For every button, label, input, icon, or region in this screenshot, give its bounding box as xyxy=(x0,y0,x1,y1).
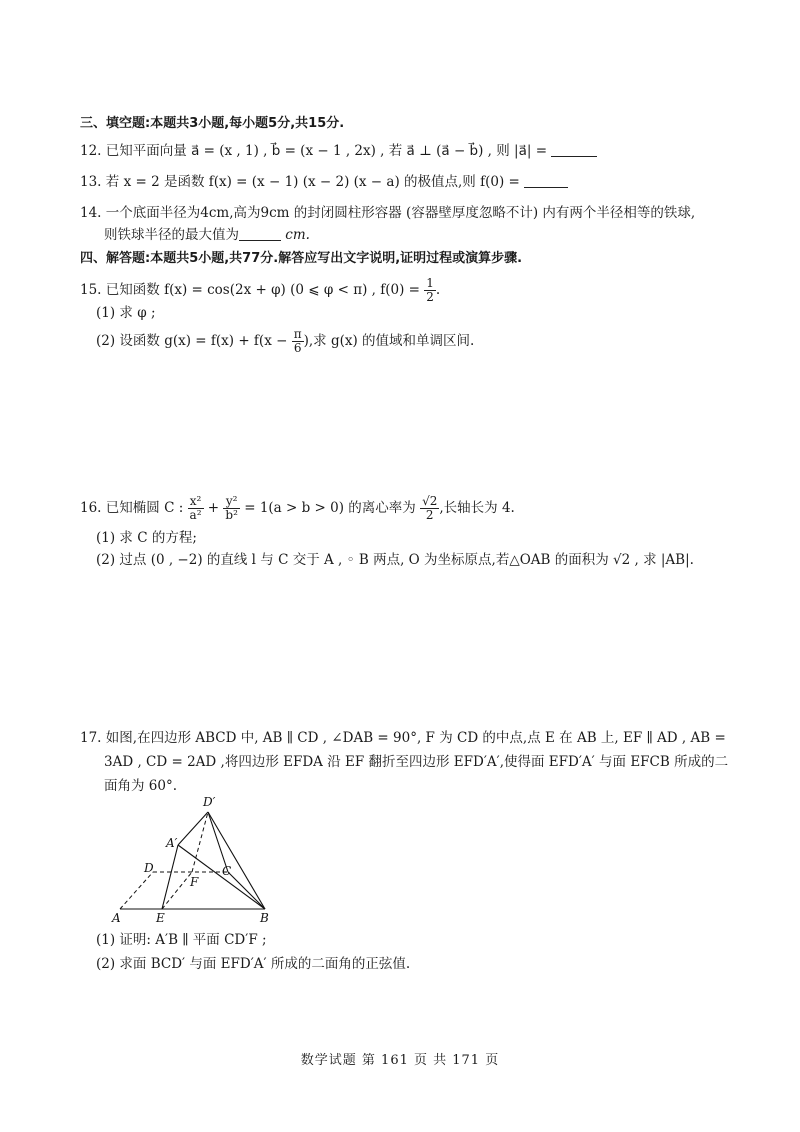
q13-number: 13. xyxy=(80,174,102,190)
q16-number: 16. xyxy=(80,500,102,516)
q15-frac-num: 1 xyxy=(426,276,434,290)
q17-part2: (2) 求面 BCD′ 与面 EFD′A′ 所成的二面角的正弦值. xyxy=(96,956,411,972)
q15-stem-end: . xyxy=(435,282,441,298)
q13-answer-blank xyxy=(524,175,568,188)
q13-text: 若 x = 2 是函数 f(x) = (x − 1) (x − 2) (x − a) 的极值点,则 f(0) = xyxy=(105,174,525,190)
edge-AD-dashed xyxy=(120,872,153,909)
question-14-line2 xyxy=(104,226,310,244)
q17-text-line2: 3AD , CD = 2AD ,将四边形 EFDA 沿 EF 翻折至四边形 EFD′A′,使得面 EFD′A′ 与面 EFCB 所成的二 xyxy=(104,754,729,770)
question-14-line1 xyxy=(80,204,695,222)
question-15-stem xyxy=(80,276,440,304)
q15-part2-text-a: (2) 设函数 g(x) = f(x) + f(x − xyxy=(96,333,292,349)
q14-text-line2: 则铁球半径的最大值为 xyxy=(104,227,239,243)
q12-number: 12. xyxy=(80,143,102,159)
q17-part1: (1) 证明: A′B ∥ 平面 CD′F ; xyxy=(96,932,267,948)
label-E: E xyxy=(156,911,165,925)
q16-stem-b: = 1(a > b > 0) 的离心率为 xyxy=(239,500,421,516)
q16-frac-y-den: b² xyxy=(225,508,238,522)
label-B: B xyxy=(260,911,269,925)
section3-heading: 三、填空题:本题共3小题,每小题5分,共15分. xyxy=(80,116,345,131)
q15-frac-den: 2 xyxy=(426,290,434,304)
q12-answer-blank xyxy=(551,144,597,157)
question-12 xyxy=(80,142,597,160)
edge-D1B xyxy=(208,812,265,909)
q16-frac-x-den: a² xyxy=(189,508,202,522)
label-D-prime: D′ xyxy=(203,795,216,809)
q17-geometry-figure xyxy=(100,792,300,932)
q16-fraction-x xyxy=(188,495,204,522)
q14-number: 14. xyxy=(80,205,102,221)
q14-text-line1: 一个底面半径为4cm,高为9cm 的封闭圆柱形容器 (容器壁厚度忽略不计) 内有两个半径相等的铁球, xyxy=(105,205,696,221)
q16-fraction-y xyxy=(223,495,240,522)
q15-part1: (1) 求 φ ; xyxy=(96,305,156,321)
q17-text-line3: 面角为 60°. xyxy=(104,778,178,794)
label-A: A xyxy=(112,911,121,925)
q15-stem: 已知函数 f(x) = cos(2x + φ) (0 ⩽ φ < π) , f(0) = xyxy=(105,282,425,298)
q17-text-line1: 如图,在四边形 ABCD 中, AB ∥ CD , ∠DAB = 90°, F 为 CD 的中点,点 E 在 AB 上, EF ∥ AD , AB = xyxy=(105,730,726,746)
section4-heading: 四、解答题:本题共5小题,共77分.解答应写出文字说明,证明过程或演算步骤. xyxy=(80,251,523,266)
q14-unit: cm. xyxy=(281,227,310,243)
label-C: C xyxy=(222,864,232,878)
question-16-stem xyxy=(80,492,515,524)
q16-e-den: 2 xyxy=(425,508,434,522)
q14-answer-blank xyxy=(239,228,281,241)
q17-number: 17. xyxy=(80,730,102,746)
question-17-line1 xyxy=(80,729,726,747)
edge-EA1 xyxy=(162,845,178,909)
q15-part2-fraction xyxy=(292,328,304,355)
q12-text: 已知平面向量 a⃗ = (x , 1) , b⃗ = (x − 1 , 2x) , 若 a⃗ ⊥ (a⃗ − b⃗) , 则 |a⃗| = xyxy=(105,143,552,159)
q15-part2-frac-den: 6 xyxy=(293,341,302,355)
q16-stem-c: ,长轴长为 4. xyxy=(439,500,515,516)
page-footer: 数学试题 第 161 页 共 171 页 xyxy=(300,1053,500,1068)
q15-part2 xyxy=(96,326,474,356)
q15-fraction xyxy=(424,277,436,304)
q16-plus: + xyxy=(203,500,224,516)
q16-stem-a: 已知椭圆 C : xyxy=(105,500,188,516)
q16-frac-x-num: x² xyxy=(188,495,204,509)
q16-frac-y-num: y² xyxy=(223,495,240,509)
q15-part2-text-b: ),求 g(x) 的值域和单调区间. xyxy=(303,333,475,349)
q16-part1: (1) 求 C 的方程; xyxy=(96,530,197,546)
label-A-prime: A′ xyxy=(166,836,178,850)
label-F: F xyxy=(190,875,199,889)
q15-number: 15. xyxy=(80,282,102,298)
q16-eccentricity xyxy=(420,495,439,522)
q15-part2-frac-num: π xyxy=(293,327,302,341)
question-13 xyxy=(80,173,568,191)
q16-part2: (2) 过点 (0 , −2) 的直线 l 与 C 交于 A , ◦ B 两点, O 为坐标原点,若△OAB 的面积为 √2 , 求 |AB|. xyxy=(96,552,694,568)
q16-e-num: √2 xyxy=(422,494,438,508)
label-D: D xyxy=(144,861,154,875)
